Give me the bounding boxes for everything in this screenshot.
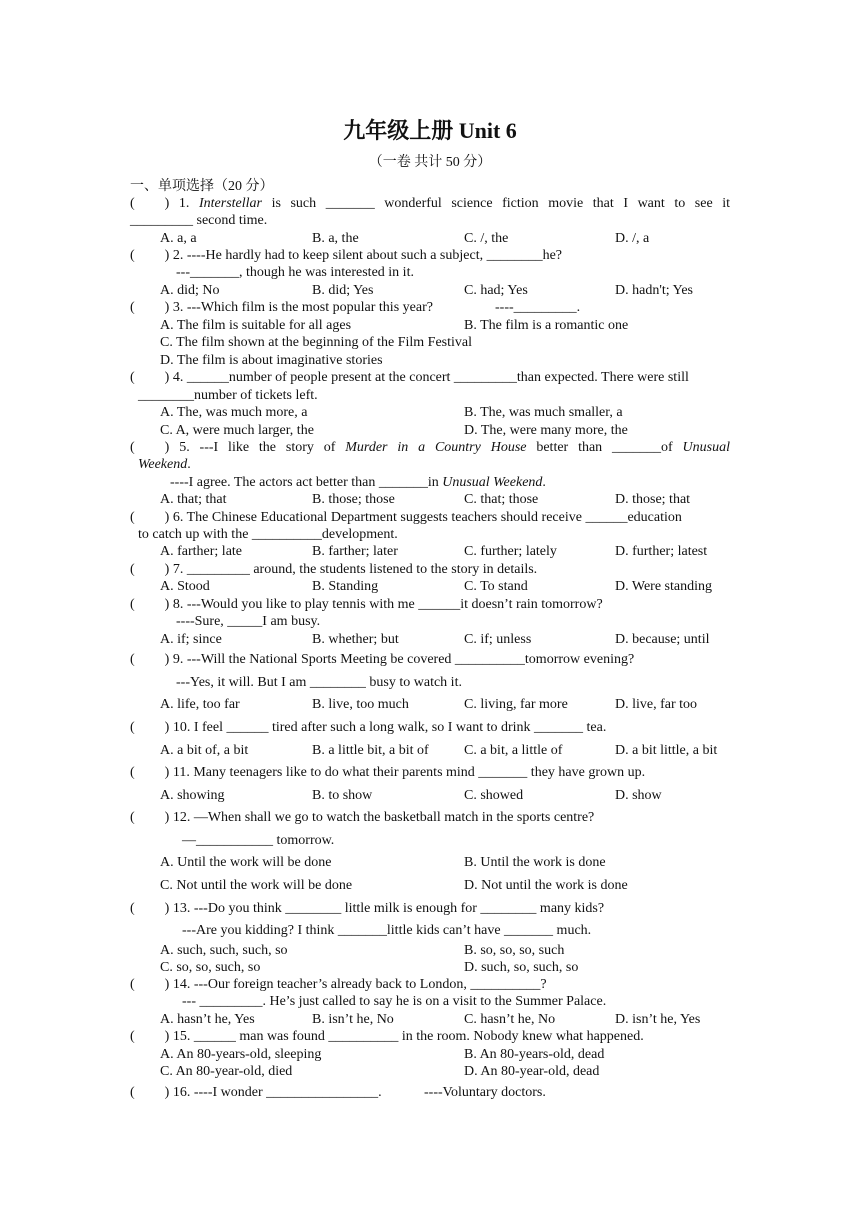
q5-option-b[interactable]: B. those; those <box>312 492 395 507</box>
q14-option-a[interactable]: A. hasn’t he, Yes <box>160 1012 255 1027</box>
q13-option-a[interactable]: A. such, such, such, so <box>160 943 288 958</box>
q1-option-c[interactable]: C. /, the <box>464 231 509 246</box>
q6-option-b[interactable]: B. farther; later <box>312 544 398 559</box>
q13-option-b[interactable]: B. so, so, so, such <box>464 943 565 958</box>
q15-option-a[interactable]: A. An 80-years-old, sleeping <box>160 1047 322 1062</box>
question-6-stem-cont: to catch up with the __________development. <box>138 527 398 542</box>
q14-option-d[interactable]: D. isn’t he, Yes <box>615 1012 701 1027</box>
q11-option-d[interactable]: D. show <box>615 788 662 803</box>
q4-option-b[interactable]: B. The, was much smaller, a <box>464 405 623 420</box>
q8-option-b[interactable]: B. whether; but <box>312 632 399 647</box>
question-12-stem-cont: —___________ tomorrow. <box>182 833 335 848</box>
question-3-stem: ( ) 3. ---Which film is the most popular this year? <box>130 300 433 315</box>
q10-option-a[interactable]: A. a bit of, a bit <box>160 743 249 758</box>
question-13-stem-cont: ---Are you kidding? I think _______little kids can’t have _______ much. <box>182 923 592 938</box>
q6-option-c[interactable]: C. further; lately <box>464 544 557 559</box>
question-14-stem: ( ) 14. ---Our foreign teacher’s already back to London, __________? <box>130 977 547 992</box>
q8-option-c[interactable]: C. if; unless <box>464 632 532 647</box>
q6-option-a[interactable]: A. farther; late <box>160 544 243 559</box>
q1-option-a[interactable]: A. a, a <box>160 231 197 246</box>
q12-option-c[interactable]: C. Not until the work will be done <box>160 878 353 893</box>
q3-option-d[interactable]: D. The film is about imaginative stories <box>160 353 383 368</box>
q6-option-d[interactable]: D. further; latest <box>615 544 708 559</box>
q10-option-b[interactable]: B. a little bit, a bit of <box>312 743 429 758</box>
q1-option-b[interactable]: B. a, the <box>312 231 359 246</box>
q14-option-c[interactable]: C. hasn’t he, No <box>464 1012 556 1027</box>
q9-option-a[interactable]: A. life, too far <box>160 697 240 712</box>
question-5-stem-cont: Weekend. <box>138 457 191 472</box>
q15-option-c[interactable]: C. An 80-year-old, died <box>160 1064 293 1079</box>
q10-option-c[interactable]: C. a bit, a little of <box>464 743 563 758</box>
q8-option-a[interactable]: A. if; since <box>160 632 222 647</box>
page-title: 九年级上册 Unit 6 <box>343 118 517 143</box>
q9-option-c[interactable]: C. living, far more <box>464 697 568 712</box>
q5-option-a[interactable]: A. that; that <box>160 492 227 507</box>
question-5-reply: ----I agree. The actors act better than _______in Unusual Weekend. <box>170 475 546 490</box>
question-8-stem: ( ) 8. ---Would you like to play tennis with me ______it doesn’t rain tomorrow? <box>130 597 603 612</box>
question-4-stem-cont: ________number of tickets left. <box>138 388 318 403</box>
q7-option-d[interactable]: D. Were standing <box>615 579 712 594</box>
q5-option-d[interactable]: D. those; that <box>615 492 691 507</box>
q3-option-b[interactable]: B. The film is a romantic one <box>464 318 629 333</box>
section-heading: 一、单项选择（20 分） <box>130 179 274 194</box>
q11-option-b[interactable]: B. to show <box>312 788 373 803</box>
question-8-stem-cont: ----Sure, _____I am busy. <box>176 614 321 629</box>
question-5-stem: ( ) 5. ---I like the story of Murder in a Country House better than _______of Unusual <box>130 440 730 455</box>
q2-option-d[interactable]: D. hadn't; Yes <box>615 283 693 298</box>
question-1-stem: ( ) 1. Interstellar is such _______ wonderful science fiction movie that I want to see it <box>130 196 731 211</box>
q11-option-a[interactable]: A. showing <box>160 788 225 803</box>
q12-option-b[interactable]: B. Until the work is done <box>464 855 606 870</box>
question-1-stem-cont: _________ second time. <box>130 213 268 228</box>
question-4-stem: ( ) 4. ______number of people present at the concert _________than expected. There were still <box>130 370 689 385</box>
question-11-stem: ( ) 11. Many teenagers like to do what their parents mind _______ they have grown up. <box>130 765 646 780</box>
q1-option-d[interactable]: D. /, a <box>615 231 650 246</box>
question-16-stem: ( ) 16. ----I wonder ________________. <box>130 1085 382 1100</box>
question-7-stem: ( ) 7. _________ around, the students listened to the story in details. <box>130 562 538 577</box>
q12-option-d[interactable]: D. Not until the work is done <box>464 878 628 893</box>
question-6-stem: ( ) 6. The Chinese Educational Department suggests teachers should receive ______education <box>130 510 682 525</box>
q15-option-b[interactable]: B. An 80-years-old, dead <box>464 1047 605 1062</box>
question-10-stem: ( ) 10. I feel ______ tired after such a long walk, so I want to drink _______ tea. <box>130 720 607 735</box>
q7-option-c[interactable]: C. To stand <box>464 579 528 594</box>
question-2-stem-cont: ---_______, though he was interested in it. <box>176 265 414 280</box>
question-12-stem: ( ) 12. —When shall we go to watch the basketball match in the sports centre? <box>130 810 595 825</box>
q2-option-b[interactable]: B. did; Yes <box>312 283 374 298</box>
q4-option-d[interactable]: D. The, were many more, the <box>464 423 628 438</box>
q13-option-c[interactable]: C. so, so, such, so <box>160 960 261 975</box>
q7-option-a[interactable]: A. Stood <box>160 579 210 594</box>
question-9-stem-cont: ---Yes, it will. But I am ________ busy to watch it. <box>176 675 462 690</box>
question-13-stem: ( ) 13. ---Do you think ________ little milk is enough for ________ many kids? <box>130 901 605 916</box>
q4-option-a[interactable]: A. The, was much more, a <box>160 405 308 420</box>
question-3-answer: ----_________. <box>495 300 581 315</box>
question-9-stem: ( ) 9. ---Will the National Sports Meeting be covered __________tomorrow evening? <box>130 652 635 667</box>
q14-option-b[interactable]: B. isn’t he, No <box>312 1012 394 1027</box>
q3-option-a[interactable]: A. The film is suitable for all ages <box>160 318 352 333</box>
question-14-stem-cont: --- _________. He’s just called to say he is on a visit to the Summer Palace. <box>182 994 607 1009</box>
q11-option-c[interactable]: C. showed <box>464 788 524 803</box>
page-subtitle: （一卷 共计 50 分） <box>368 155 492 170</box>
q12-option-a[interactable]: A. Until the work will be done <box>160 855 332 870</box>
question-15-stem: ( ) 15. ______ man was found __________ in the room. Nobody knew what happened. <box>130 1029 644 1044</box>
q7-option-b[interactable]: B. Standing <box>312 579 379 594</box>
q3-option-c[interactable]: C. The film shown at the beginning of the Film Festival <box>160 335 472 350</box>
question-16-answer: ----Voluntary doctors. <box>424 1085 546 1100</box>
q10-option-d[interactable]: D. a bit little, a bit <box>615 743 718 758</box>
question-2-stem: ( ) 2. ----He hardly had to keep silent about such a subject, ________he? <box>130 248 563 263</box>
q2-option-c[interactable]: C. had; Yes <box>464 283 528 298</box>
q15-option-d[interactable]: D. An 80-year-old, dead <box>464 1064 600 1079</box>
q5-option-c[interactable]: C. that; those <box>464 492 539 507</box>
q9-option-b[interactable]: B. live, too much <box>312 697 409 712</box>
q9-option-d[interactable]: D. live, far too <box>615 697 698 712</box>
q8-option-d[interactable]: D. because; until <box>615 632 710 647</box>
q2-option-a[interactable]: A. did; No <box>160 283 220 298</box>
q4-option-c[interactable]: C. A, were much larger, the <box>160 423 314 438</box>
q13-option-d[interactable]: D. such, so, such, so <box>464 960 579 975</box>
